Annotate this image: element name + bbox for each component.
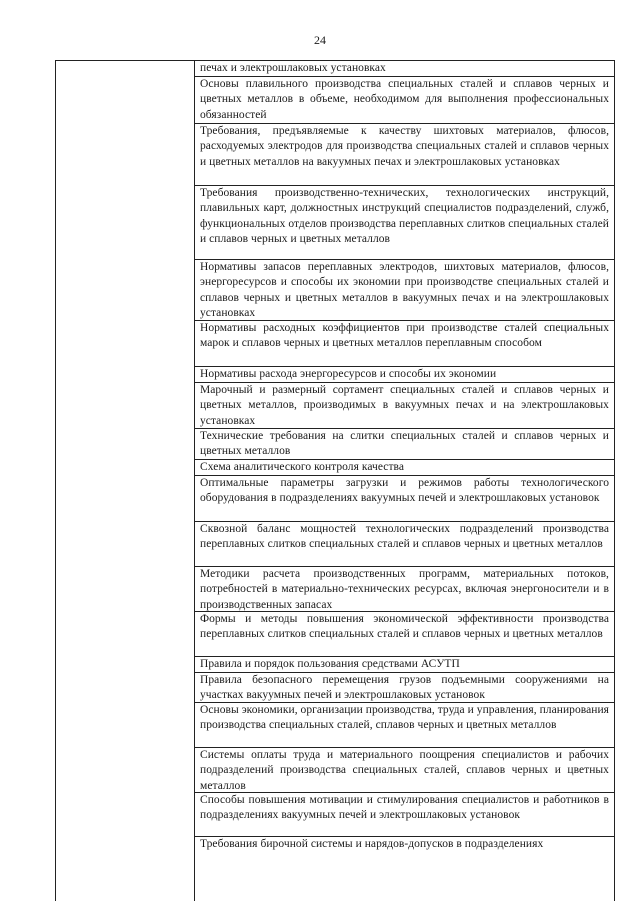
table-row: Требования, предъявляемые к качеству шихтовых материалов, флюсов, расходуемых электродов для производства специальных сталей и сплавов черных и цветных металлов на вакуумных печах и электрошлаковых установках (195, 124, 614, 186)
table-row: Нормативы расходных коэффициентов при производстве сталей специальных марок и сплавов черных и цветных металлов переплавным способом (195, 321, 614, 367)
table-row: Формы и методы повышения экономической эффективности производства переплавных слитков специальных сталей и сплавов черных и цветных металлов (195, 612, 614, 657)
table-row: Способы повышения мотивации и стимулирования специалистов и работников в подразделениях вакуумных печей и электрошлаковых установок (195, 793, 614, 837)
table-row: Основы плавильного производства специальных сталей и сплавов черных и цветных металлов в объеме, необходимом для выполнения профессиональных обязанностей (195, 77, 614, 124)
table-row: Схема аналитического контроля качества (195, 460, 614, 476)
table-row: Марочный и размерный сортамент специальных сталей и сплавов черных и цветных металлов, производимых в вакуумных печах и на электрошлаковых установках (195, 383, 614, 429)
table-row: Нормативы расхода энергоресурсов и способы их экономии (195, 367, 614, 383)
table-row: Методики расчета производственных программ, материальных потоков, потребностей в материально-технических ресурсах, включая энергоносители и в производственных запасах (195, 567, 614, 612)
table-row: Основы экономики, организации производства, труда и управления, планирования производства специальных сталей, сплавов черных и цветных металлов (195, 703, 614, 748)
table-row: Правила безопасного перемещения грузов подъемными сооружениями на участках вакуумных печей и электрошлаковых установок (195, 673, 614, 703)
table-row: Сквозной баланс мощностей технологических подразделений производства переплавных слитков специальных сталей и сплавов черных и цветных металлов (195, 522, 614, 567)
requirements-table (55, 60, 615, 901)
page-number: 24 (314, 33, 326, 47)
table-left-column (56, 61, 195, 901)
table-row: Правила и порядок пользования средствами АСУТП (195, 657, 614, 673)
table-row: Требования бирочной системы и нарядов-допусков в подразделениях (200, 838, 544, 850)
table-row: Системы оплаты труда и материального поощрения специалистов и рабочих подразделений производства специальных сталей, сплавов черных и цветных металлов (195, 748, 614, 793)
table-row: Нормативы запасов переплавных электродов, шихтовых материалов, флюсов, энергоресурсов и способы их экономии при производстве специальных сталей и сплавов черных и цветных металлов в вакуумных печах и на электрошлаковых установках (195, 260, 614, 321)
table-row: Требования производственно-технических, технологических инструкций, плавильных карт, должностных инструкций специалистов подразделений, служб, функциональных отделов производства переплавных слитков специальных сталей и сплавов черных и цветных металлов (195, 186, 614, 260)
table-row: Оптимальные параметры загрузки и режимов работы технологического оборудования в подразделениях вакуумных печей и электрошлаковых установок (195, 476, 614, 522)
table-row: печах и электрошлаковых установках (195, 61, 614, 77)
table-row: Технические требования на слитки специальных сталей и сплавов черных и цветных металлов (195, 429, 614, 460)
